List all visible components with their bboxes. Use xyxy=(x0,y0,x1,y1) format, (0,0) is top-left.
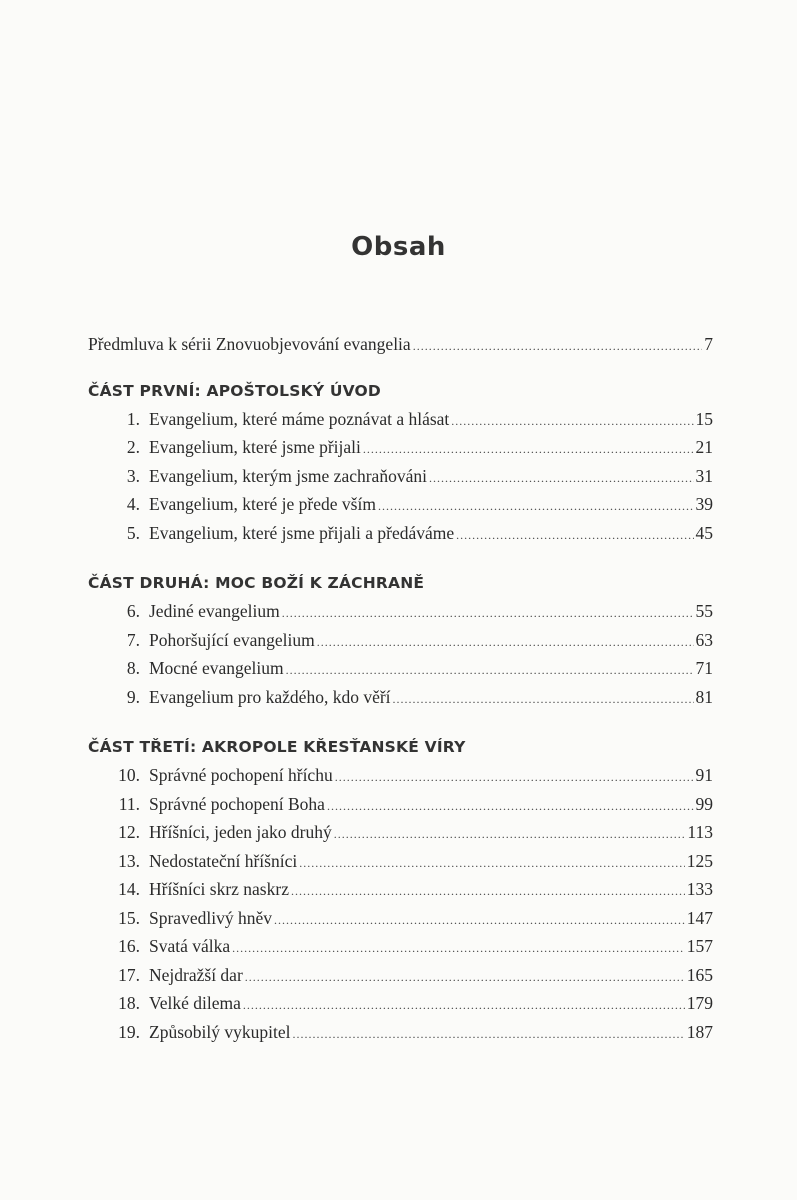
chapter-number: 4. xyxy=(126,494,140,514)
chapter-title: Nejdražší dar xyxy=(149,964,243,985)
chapter-page-number: 133 xyxy=(686,879,713,899)
chapter-number: 3. xyxy=(126,465,140,486)
chapter-number: 9. xyxy=(126,686,140,707)
chapter-number: 16. xyxy=(118,936,140,956)
toc-preface-entry xyxy=(88,330,713,359)
chapter-number: 13. xyxy=(118,850,140,871)
chapter-page-number: 55 xyxy=(695,601,713,621)
chapter-title: Pohoršující evangelium xyxy=(149,629,315,650)
chapter-number: 2. xyxy=(126,437,140,457)
chapter-page-number: 165 xyxy=(686,964,713,985)
chapter-number: 1. xyxy=(126,408,140,429)
dot-leader xyxy=(292,1020,684,1049)
chapter-title: Hříšníci skrz naskrz xyxy=(149,879,289,899)
dot-leader xyxy=(291,877,685,906)
chapter-page-number: 113 xyxy=(687,822,713,842)
toc-chapter-entry xyxy=(88,875,713,904)
toc-chapter-entry xyxy=(88,932,713,961)
toc-chapter-entry xyxy=(88,519,713,548)
dot-leader xyxy=(282,599,694,628)
toc-chapter-entry xyxy=(88,761,713,790)
page-title: Obsah xyxy=(351,232,446,262)
dot-leader xyxy=(335,763,694,792)
dot-leader xyxy=(451,407,693,436)
chapter-title: Správné pochopení hříchu xyxy=(149,765,333,785)
chapter-title: Mocné evangelium xyxy=(149,658,284,678)
dot-leader xyxy=(393,685,694,714)
chapter-title: Hříšníci, jeden jako druhý xyxy=(149,822,332,842)
chapter-page-number: 71 xyxy=(695,658,713,678)
chapter-title: Evangelium, které jsme přijali a předáváme xyxy=(149,522,455,543)
chapter-number: 10. xyxy=(118,765,140,785)
preface-page-number: 7 xyxy=(704,334,713,354)
dot-leader xyxy=(245,963,685,992)
toc-chapter-entry xyxy=(88,405,713,434)
toc-chapter-entry xyxy=(88,790,713,819)
dot-leader xyxy=(286,656,694,685)
chapter-title: Jediné evangelium xyxy=(149,601,280,621)
dot-leader xyxy=(429,464,694,493)
chapter-number: 5. xyxy=(126,522,140,543)
toc-chapter-entry xyxy=(88,597,713,626)
dot-leader xyxy=(363,435,694,464)
chapter-title: Spravedlivý hněv xyxy=(149,907,272,928)
chapter-page-number: 157 xyxy=(686,936,713,956)
chapter-title: Nedostateční hříšníci xyxy=(149,850,298,871)
chapter-number: 15. xyxy=(118,907,140,928)
section-spacer xyxy=(88,711,713,733)
chapter-page-number: 179 xyxy=(686,993,713,1013)
chapter-page-number: 147 xyxy=(686,907,713,928)
toc-chapter-entry xyxy=(88,490,713,519)
dot-leader xyxy=(334,820,686,849)
table-of-contents xyxy=(88,330,713,1046)
dot-leader xyxy=(243,991,685,1020)
preface-title: Předmluva k sérii Znovuobjevování evangelia xyxy=(88,334,411,354)
chapter-number: 18. xyxy=(118,993,140,1013)
chapter-number: 7. xyxy=(126,629,140,650)
toc-chapter-entry xyxy=(88,818,713,847)
dot-leader xyxy=(378,492,694,521)
chapter-number: 12. xyxy=(118,822,140,842)
chapter-number: 8. xyxy=(126,658,140,678)
dot-leader xyxy=(317,628,694,657)
dot-leader xyxy=(274,906,685,935)
chapter-number: 6. xyxy=(126,601,140,621)
chapter-page-number: 81 xyxy=(695,686,713,707)
chapter-page-number: 125 xyxy=(686,850,713,871)
part-heading-1: ČÁST PRVNÍ: APOŠTOLSKÝ ÚVOD xyxy=(88,381,381,400)
dot-leader xyxy=(413,332,703,361)
toc-chapter-entry xyxy=(88,654,713,683)
dot-leader xyxy=(456,521,693,550)
section-spacer xyxy=(88,547,713,569)
toc-chapter-entry xyxy=(88,1018,713,1047)
toc-chapter-entry xyxy=(88,462,713,491)
chapter-title: Evangelium pro každého, kdo věří xyxy=(149,686,391,707)
toc-chapter-entry xyxy=(88,626,713,655)
chapter-number: 14. xyxy=(118,879,140,899)
chapter-title: Způsobilý vykupitel xyxy=(149,1021,291,1042)
chapter-title: Evangelium, které jsme přijali xyxy=(149,437,361,457)
chapter-title: Evangelium, kterým jsme zachraňováni xyxy=(149,465,427,486)
dot-leader xyxy=(232,934,685,963)
toc-chapter-entry xyxy=(88,904,713,933)
chapter-page-number: 91 xyxy=(695,765,713,785)
toc-chapter-entry xyxy=(88,683,713,712)
chapter-title: Evangelium, které máme poznávat a hlásat xyxy=(149,408,450,429)
chapter-page-number: 31 xyxy=(695,465,713,486)
toc-chapter-entry xyxy=(88,847,713,876)
part-heading-2: ČÁST DRUHÁ: MOC BOŽÍ K ZÁCHRANĚ xyxy=(88,574,425,592)
chapter-page-number: 21 xyxy=(695,437,713,457)
chapter-number: 11. xyxy=(118,793,140,814)
chapter-page-number: 187 xyxy=(686,1021,713,1042)
chapter-page-number: 99 xyxy=(695,793,713,814)
toc-chapter-entry xyxy=(88,961,713,990)
part-heading-3: ČÁST TŘETÍ: AKROPOLE KŘESŤANSKÉ VÍRY xyxy=(88,738,466,756)
chapter-page-number: 39 xyxy=(695,494,713,514)
chapter-title: Evangelium, které je přede vším xyxy=(149,494,376,514)
chapter-number: 17. xyxy=(118,964,140,985)
dot-leader xyxy=(327,792,694,821)
chapter-page-number: 63 xyxy=(695,629,713,650)
toc-chapter-entry xyxy=(88,433,713,462)
chapter-page-number: 15 xyxy=(695,408,713,429)
chapter-title: Velké dilema xyxy=(149,993,241,1013)
toc-chapter-entry xyxy=(88,989,713,1018)
chapter-number: 19. xyxy=(118,1021,140,1042)
dot-leader xyxy=(299,849,685,878)
chapter-title: Svatá válka xyxy=(149,936,231,956)
chapter-title: Správné pochopení Boha xyxy=(149,793,325,814)
chapter-page-number: 45 xyxy=(695,522,713,543)
